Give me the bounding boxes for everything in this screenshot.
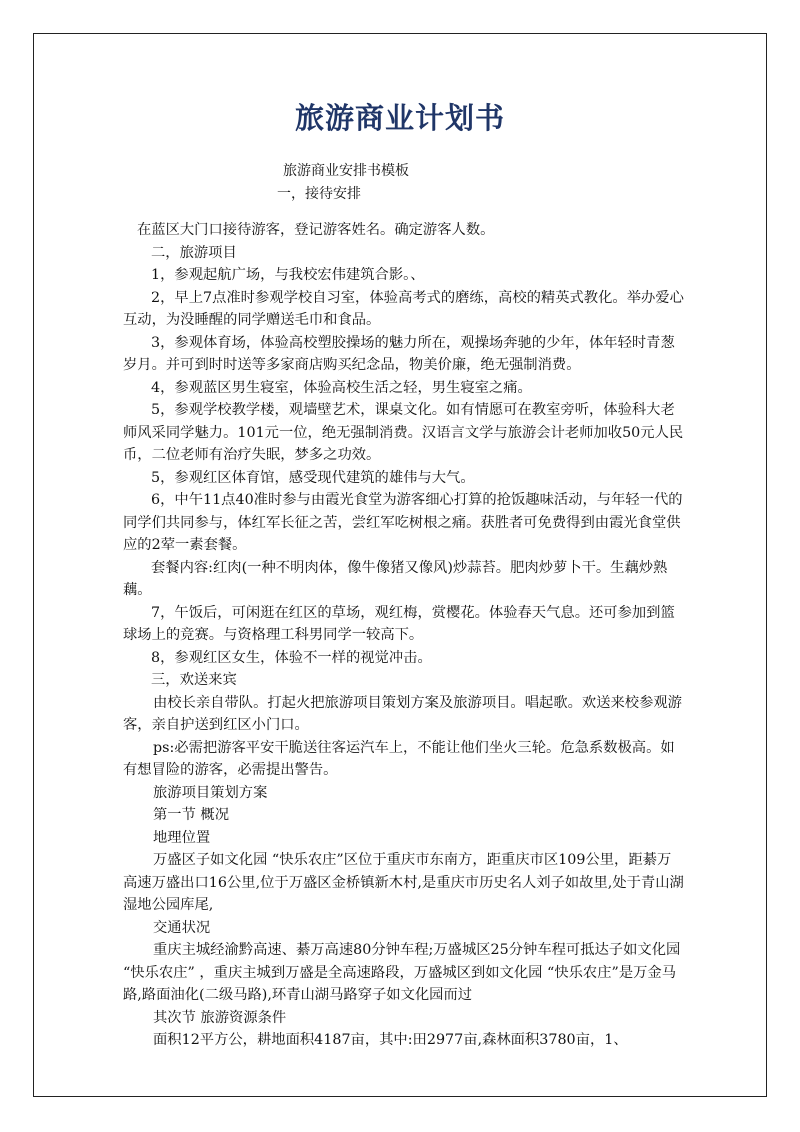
paragraph: 由校长亲自带队。打起火把旅游项目策划方案及旅游项目。唱起歌。欢送来校参观游客，亲自护送到红区小门口。 <box>123 694 682 733</box>
list-item: 8，参观红区女生，体验不一样的视觉冲击。 <box>151 649 432 666</box>
document-body <box>123 219 684 1052</box>
section-heading: 其次节 旅游资源条件 <box>153 1009 287 1026</box>
section-heading: 地理位置 <box>153 829 211 846</box>
list-item: 1，参观起航广场，与我校宏伟建筑合影。、 <box>151 267 425 283</box>
section-heading: 第一节 概况 <box>153 807 230 823</box>
paragraph: 重庆主城经渝黔高速、綦万高速80分钟车程;万盛城区25分钟车程可抵达子如文化园 “快乐农庄” ，重庆主城到万盛是全高速路段，万盛城区到如文化园 “快乐农庄”是万金马路,路面油化(二级马路),环青山湖马路穿子如文化园而过 <box>123 942 681 1003</box>
section-heading: 二，旅游项目 <box>151 244 237 261</box>
list-item: 7，午饭后，可闲逛在红区的草场，观红梅，赏樱花。体验春天气息。还可参加到篮球场上的竞赛。与资格理工科男同学一较高下。 <box>123 604 675 643</box>
paragraph: 套餐内容:红肉(一种不明肉体，像牛像猪又像风)炒蒜苔。肥肉炒萝卜干。生藕炒熟藕。 <box>123 559 668 598</box>
paragraph: ps:必需把游客平安干脆送往客运汽车上，不能让他们坐火三轮。危急系数极高。如有想冒险的游客，必需提出警告。 <box>123 739 675 778</box>
section-heading-reception: 一，接待安排 <box>277 186 361 202</box>
list-item: 5，参观红区体育馆，感受现代建筑的雄伟与大气。 <box>151 469 475 486</box>
paragraph: 万盛区子如文化园 “快乐农庄”区位于重庆市东南方，距重庆市区109公里，距綦万高速万盛出口16公里,位于万盛区金桥镇新木村,是重庆市历史名人刘子如故里,处于青山湖湿地公园库尾, <box>123 852 684 913</box>
paragraph: 面积12平方公，耕地面积4187亩，其中:田2977亩,森林面积3780亩，1、 <box>153 1032 628 1048</box>
section-heading: 三，欢送来宾 <box>151 672 237 688</box>
list-item: 2，早上7点准时参观学校自习室，体验高考式的磨练，高校的精英式教化。举办爱心互动，为没睡醒的同学赠送毛巾和食品。 <box>123 289 684 328</box>
document-subtitle: 旅游商业安排书模板 <box>283 163 409 179</box>
document-title: 旅游商业计划书 <box>294 101 505 135</box>
list-item: 3，参观体育场，体验高校塑胶操场的魅力所在，观操场奔驰的少年，体年轻时青葱岁月。并可到时时送等多家商店购买纪念品，物美价廉，绝无强制消费。 <box>123 334 675 373</box>
section-heading: 交通状况 <box>153 919 211 936</box>
section-heading: 旅游项目策划方案 <box>153 784 268 801</box>
list-item: 4，参观蓝区男生寝室，体验高校生活之轻，男生寝室之痛。 <box>151 379 532 396</box>
list-item: 5，参观学校教学楼，观墙壁艺术，课桌文化。如有情愿可在教室旁听，体验科大老师风采同学魅力。101元一位，绝无强制消费。汉语言文学与旅游会计老师加收50元人民币，二位老师有治疗失眠，梦多之功效。 <box>123 402 684 463</box>
list-item: 6，中午11点40准时参与由霞光食堂为游客细心打算的抢饭趣味活动，与年轻一代的同学们共同参与，体红军长征之苦，尝红军吃树根之痛。获胜者可免费得到由霞光食堂供应的2荤一素套餐。 <box>123 492 683 553</box>
paragraph: 在蓝区大门口接待游客，登记游客姓名。确定游客人数。 <box>137 222 495 238</box>
